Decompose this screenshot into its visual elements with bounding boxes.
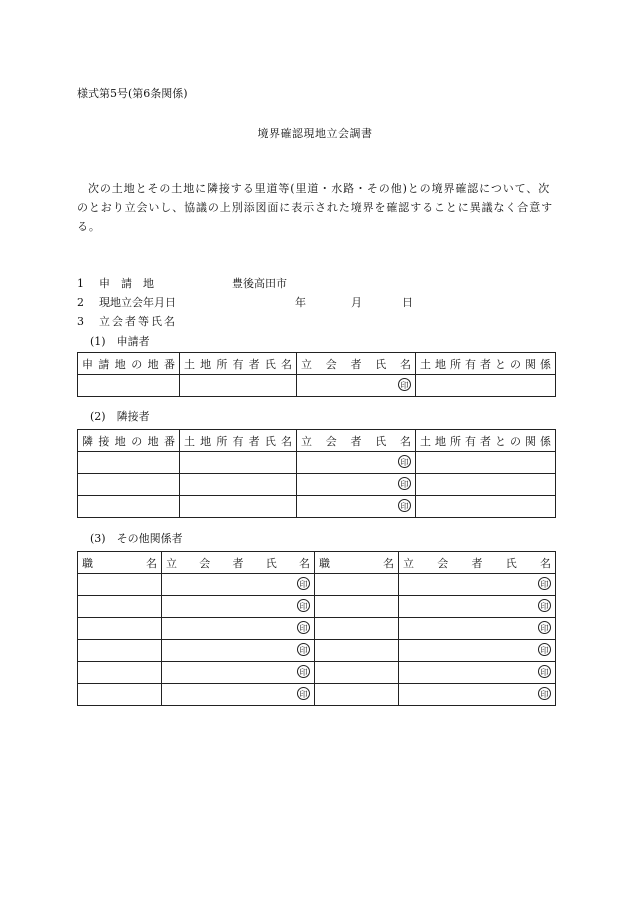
position-cell[interactable] — [315, 596, 399, 618]
table-row — [78, 640, 556, 662]
attendee-name-cell[interactable] — [297, 452, 416, 474]
seal-mark: 印 — [538, 687, 551, 700]
section-applicant-heading: (1) 申請者 — [90, 335, 150, 348]
document-title: 境界確認現地立会調書 — [257, 127, 373, 140]
attendee-name-cell[interactable] — [399, 640, 556, 662]
attendee-name-cell[interactable] — [162, 684, 315, 706]
attendee-name-cell[interactable] — [162, 662, 315, 684]
lot-number-cell[interactable] — [78, 375, 180, 397]
table-row — [78, 496, 556, 518]
neighbor-table — [77, 429, 556, 518]
date-day-label: 日 — [402, 296, 413, 309]
item-attendees — [77, 313, 177, 329]
item-number: 2 — [77, 296, 84, 309]
position-cell[interactable] — [315, 640, 399, 662]
relationship-cell[interactable] — [416, 496, 556, 518]
seal-mark: 印 — [398, 455, 411, 468]
lot-number-cell[interactable] — [78, 474, 180, 496]
header-relationship: 土地所有者との関係 — [416, 353, 556, 375]
header-adjacent-lot-number: 隣接地の地番 — [78, 430, 180, 452]
body-text-line-3: る。 — [77, 220, 101, 233]
attendee-name-cell[interactable] — [162, 574, 315, 596]
section-neighbor-heading: (2) 隣接者 — [90, 410, 150, 423]
table-row — [78, 596, 556, 618]
seal-mark: 印 — [538, 621, 551, 634]
application-site-value: 豊後高田市 — [232, 277, 287, 290]
table-row — [78, 662, 556, 684]
item-label: 申 請 地 — [99, 277, 154, 290]
seal-mark: 印 — [297, 665, 310, 678]
relationship-cell[interactable] — [416, 474, 556, 496]
relationship-cell[interactable] — [416, 452, 556, 474]
item-label: 立会者等氏名 — [99, 315, 177, 328]
table-row — [78, 474, 556, 496]
table-header-row — [78, 353, 556, 375]
seal-mark: 印 — [297, 687, 310, 700]
applicant-table — [77, 352, 556, 397]
position-cell[interactable] — [78, 684, 162, 706]
position-cell[interactable] — [78, 596, 162, 618]
seal-mark: 印 — [538, 643, 551, 656]
attendee-name-cell[interactable] — [399, 662, 556, 684]
position-cell[interactable] — [78, 640, 162, 662]
item-number: 3 — [77, 315, 84, 328]
position-cell[interactable] — [78, 662, 162, 684]
seal-mark: 印 — [297, 577, 310, 590]
header-owner-name: 土地所有者氏名 — [180, 430, 297, 452]
item-application-site — [77, 275, 287, 291]
item-inspection-date — [77, 294, 413, 310]
other-parties-table — [77, 551, 556, 706]
owner-name-cell[interactable] — [180, 496, 297, 518]
item-label: 現地立会年月日 — [99, 296, 176, 309]
lot-number-cell[interactable] — [78, 452, 180, 474]
lot-number-cell[interactable] — [78, 496, 180, 518]
body-text-line-1: 次の土地とその土地に隣接する里道等(里道・水路・その他)との境界確認について、次 — [88, 182, 551, 195]
header-lot-number: 申請地の地番 — [78, 353, 180, 375]
position-cell[interactable] — [315, 662, 399, 684]
table-row — [78, 574, 556, 596]
attendee-name-cell[interactable] — [297, 496, 416, 518]
attendee-name-cell[interactable] — [399, 618, 556, 640]
table-row — [78, 684, 556, 706]
seal-mark: 印 — [398, 499, 411, 512]
seal-mark: 印 — [538, 665, 551, 678]
section-other-heading: (3) その他関係者 — [90, 532, 183, 545]
table-row — [78, 452, 556, 474]
table-header-row — [78, 552, 556, 574]
attendee-name-cell[interactable] — [399, 596, 556, 618]
header-position: 職 名 — [78, 552, 162, 574]
position-cell[interactable] — [315, 574, 399, 596]
attendee-name-cell[interactable] — [162, 640, 315, 662]
table-header-row — [78, 430, 556, 452]
item-number: 1 — [77, 277, 84, 290]
table-row — [78, 375, 556, 397]
header-attendee-name: 立 会 者 氏 名 — [297, 430, 416, 452]
seal-mark: 印 — [297, 643, 310, 656]
owner-name-cell[interactable] — [180, 452, 297, 474]
header-position: 職 名 — [315, 552, 399, 574]
header-attendee-name: 立 会 者 氏 名 — [297, 353, 416, 375]
position-cell[interactable] — [78, 574, 162, 596]
date-month-label: 月 — [351, 296, 362, 309]
seal-mark: 印 — [398, 378, 411, 391]
attendee-name-cell[interactable] — [162, 618, 315, 640]
seal-mark: 印 — [398, 477, 411, 490]
header-relationship: 土地所有者との関係 — [416, 430, 556, 452]
header-owner-name: 土地所有者氏名 — [180, 353, 297, 375]
position-cell[interactable] — [315, 684, 399, 706]
seal-mark: 印 — [297, 599, 310, 612]
body-text-line-2: のとおり立会いし、協議の上別添図面に表示された境界を確認することに異議なく合意す — [77, 201, 553, 214]
attendee-name-cell[interactable] — [162, 596, 315, 618]
attendee-name-cell[interactable] — [297, 375, 416, 397]
position-cell[interactable] — [78, 618, 162, 640]
relationship-cell[interactable] — [416, 375, 556, 397]
attendee-name-cell[interactable] — [297, 474, 416, 496]
position-cell[interactable] — [315, 618, 399, 640]
seal-mark: 印 — [538, 599, 551, 612]
attendee-name-cell[interactable] — [399, 684, 556, 706]
owner-name-cell[interactable] — [180, 375, 297, 397]
seal-mark: 印 — [297, 621, 310, 634]
header-attendee-name: 立 会 者 氏 名 — [399, 552, 556, 574]
date-year-label: 年 — [295, 296, 306, 309]
form-number: 様式第5号(第6条関係) — [77, 87, 188, 100]
table-row — [78, 618, 556, 640]
attendee-name-cell[interactable] — [399, 574, 556, 596]
owner-name-cell[interactable] — [180, 474, 297, 496]
seal-mark: 印 — [538, 577, 551, 590]
header-attendee-name: 立 会 者 氏 名 — [162, 552, 315, 574]
